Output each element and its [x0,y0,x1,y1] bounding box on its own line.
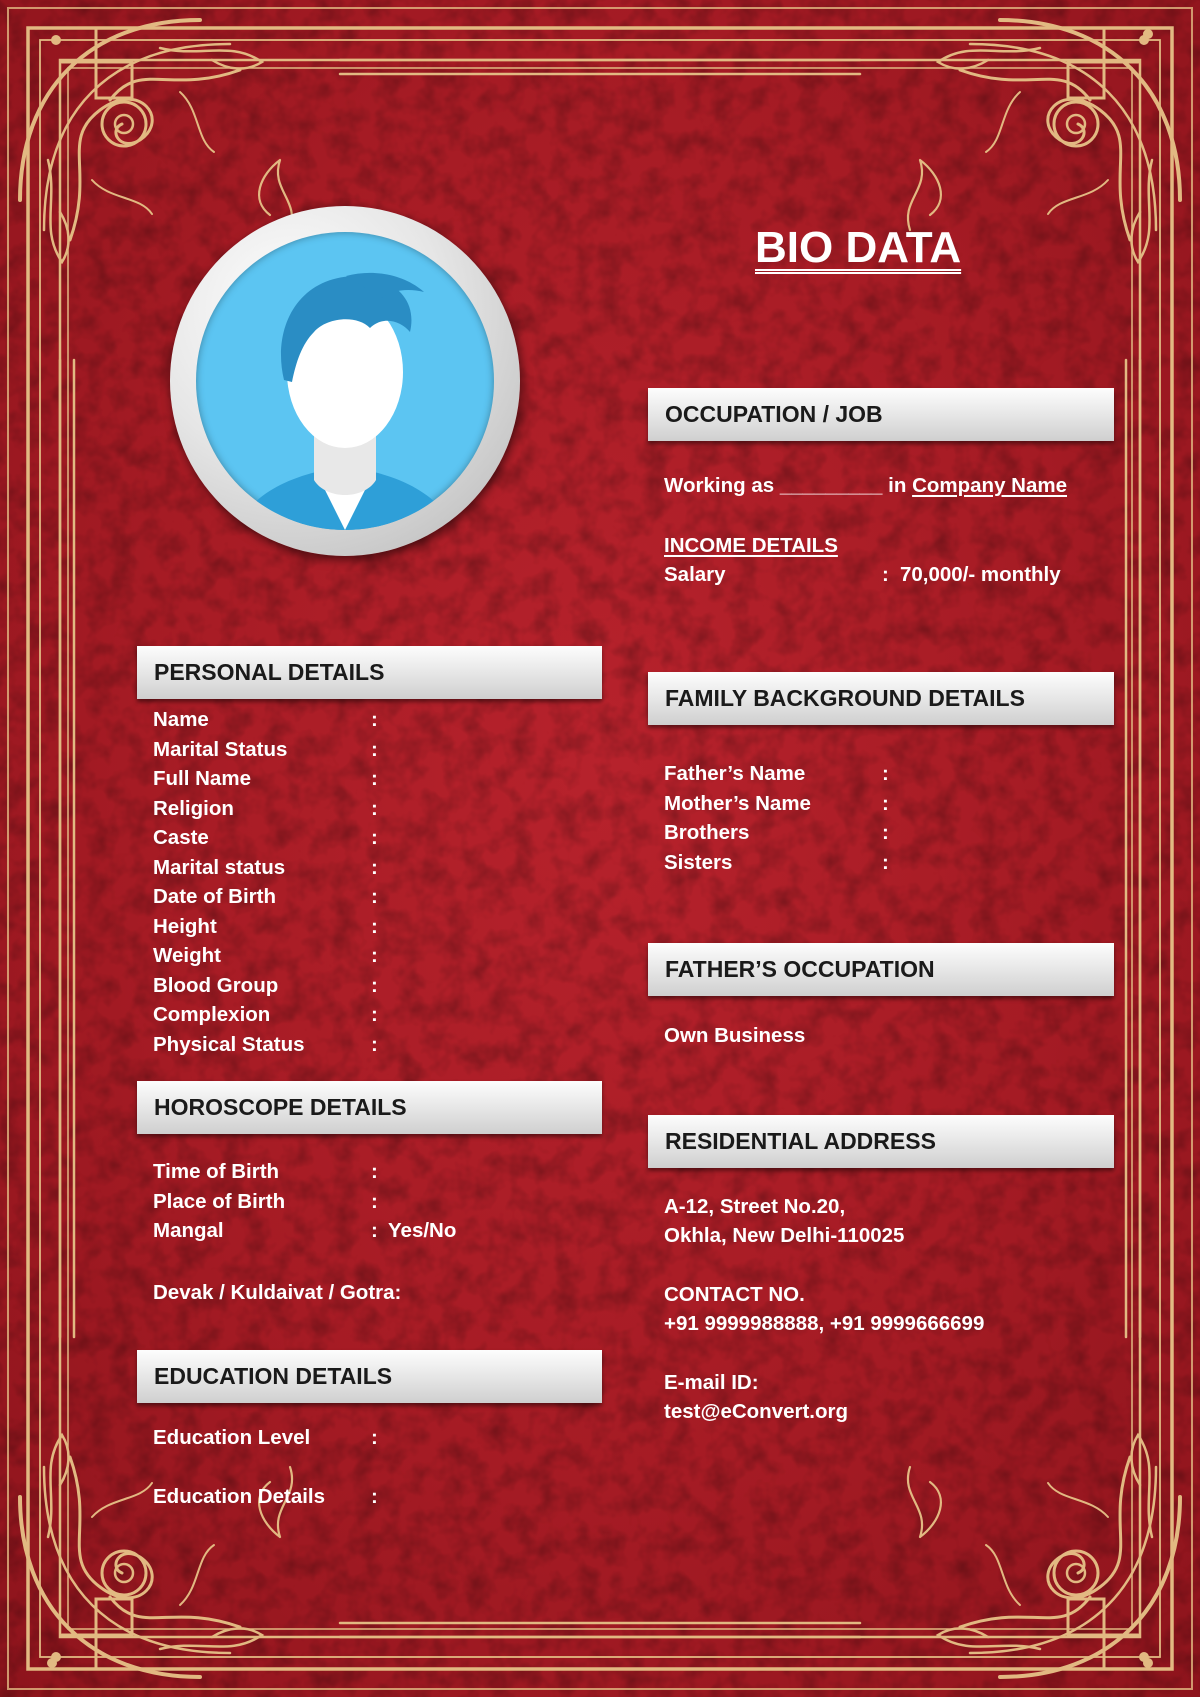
row-colon: : [371,1190,378,1213]
row-colon: : [371,1032,378,1056]
occupation-header [648,388,1114,441]
personal-row-marital-status-2 [153,856,593,886]
row-colon: : [371,944,378,967]
personal-row-caste [153,826,593,856]
personal-row-marital-status [153,738,593,768]
company-name: Company Name [912,474,1068,497]
horoscope-details-heading: HOROSCOPE DETAILS [154,1094,407,1120]
row-label: Complexion [153,1003,271,1026]
father-occupation-header [648,943,1114,996]
salary-row [664,563,1104,593]
email-value: test@eConvert.org [664,1400,849,1423]
working-prefix: Working as [664,474,775,497]
horoscope-details-header [137,1081,602,1134]
address-line-2: Okhla, New Delhi-110025 [664,1224,905,1247]
row-label: Full Name [153,767,251,790]
row-label: Brothers [664,821,750,844]
row-label: Marital Status [153,737,288,761]
row-label: Religion [153,796,234,820]
row-colon: : [371,855,378,879]
email-label: E-mail ID: [664,1371,759,1394]
row-label: Caste [153,826,209,849]
row-label: Sisters [664,850,733,874]
row-colon: : [882,563,889,586]
row-label: Mother’s Name [664,791,811,815]
education-row-details [153,1485,593,1515]
address-line-1: A-12, Street No.20, [664,1195,846,1218]
contact-numbers: +91 9999988888, +91 9999666699 [664,1312,985,1335]
family-background-header [648,672,1114,725]
family-background-heading: FAMILY BACKGROUND DETAILS [665,685,1025,711]
row-label: Education Level [153,1426,311,1449]
family-row-sisters [664,851,1104,881]
row-label: Father’s Name [664,762,806,785]
personal-row-date-of-birth [153,885,593,915]
row-colon: : [371,737,378,761]
working-blank: _________ [779,474,883,497]
contact-label: CONTACT NO. [664,1283,805,1306]
education-details-heading: EDUCATION DETAILS [154,1363,393,1389]
row-colon: : [371,1485,378,1508]
row-colon: : [882,821,889,844]
personal-row-weight [153,944,593,974]
row-colon: : [371,1219,378,1242]
row-label: Education Details [153,1485,326,1508]
salary-value: 70,000/- monthly [900,563,1061,586]
profile-photo [196,232,494,530]
page-title: BIO DATA [755,223,962,272]
row-colon: : [371,767,378,790]
row-label: Time of Birth [153,1160,280,1183]
occupation-heading: OCCUPATION / JOB [665,401,883,427]
row-colon: : [371,1003,378,1026]
personal-row-physical-status [153,1033,593,1063]
row-label: Blood Group [153,973,279,997]
row-colon: : [371,826,378,849]
personal-details-heading: PERSONAL DETAILS [154,659,385,685]
personal-details-header [137,646,602,699]
row-label: Height [153,914,217,938]
father-occupation-heading: FATHER’S OCCUPATION [665,956,935,982]
family-row-mother [664,792,1104,822]
row-label: Mangal [153,1219,224,1242]
row-label: Weight [153,944,221,967]
row-value: Yes/No [388,1219,457,1242]
family-row-father [664,762,1104,792]
personal-row-complexion [153,1003,593,1033]
working-as-line [664,474,1067,498]
row-colon: : [371,1160,378,1183]
profile-photo-frame [170,206,520,556]
income-details-heading: INCOME DETAILS [664,534,838,557]
personal-row-blood-group [153,974,593,1004]
row-colon: : [371,1426,378,1449]
row-colon: : [371,708,378,731]
row-label: Name [153,708,209,731]
row-colon: : [371,973,378,997]
gotra-label: Devak / Kuldaivat / Gotra: [153,1281,402,1304]
male-avatar-icon [196,232,494,530]
horoscope-row-time-of-birth [153,1160,593,1190]
family-row-brothers [664,821,1104,851]
personal-row-height [153,915,593,945]
personal-row-religion [153,797,593,827]
horoscope-row-mangal [153,1219,593,1249]
salary-label: Salary [664,563,726,586]
personal-row-full-name [153,767,593,797]
row-colon: : [371,885,378,908]
row-colon: : [371,796,378,820]
horoscope-row-place-of-birth [153,1190,593,1220]
education-details-header [137,1350,602,1403]
row-colon: : [882,850,889,874]
education-row-level [153,1426,593,1456]
row-label: Place of Birth [153,1190,286,1213]
row-colon: : [882,791,889,815]
row-colon: : [882,762,889,785]
row-label: Physical Status [153,1032,305,1056]
residential-address-heading: RESIDENTIAL ADDRESS [665,1128,936,1154]
row-label: Date of Birth [153,885,276,908]
residential-address-header [648,1115,1114,1168]
row-label: Marital status [153,855,286,879]
working-in: in [888,474,907,497]
personal-row-name [153,708,593,738]
row-colon: : [371,914,378,938]
father-occupation-value: Own Business [664,1024,806,1047]
